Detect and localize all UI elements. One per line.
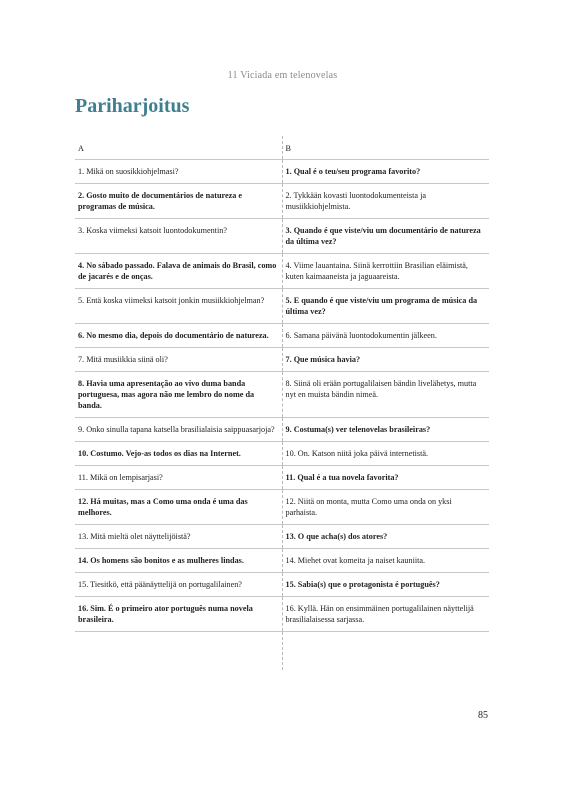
table-row xyxy=(75,597,489,632)
cell-a: 3. Koska viimeksi katsoit luontodokumentin? xyxy=(75,219,282,254)
cell-a: 2. Gosto muito de documentários de natureza e programas de música. xyxy=(75,184,282,219)
column-a-header: A xyxy=(75,136,282,160)
cell-b: 5. E quando é que viste/viu um programa de música da última vez? xyxy=(282,289,489,324)
table-row xyxy=(75,324,489,348)
cell-b: 9. Costuma(s) ver telenovelas brasileiras? xyxy=(282,418,489,442)
cell-b: 12. Niitä on monta, mutta Como uma onda on yksi parhaista. xyxy=(282,490,489,525)
table-spacer-row xyxy=(75,632,489,671)
cell-a: 11. Mikä on lempisarjasi? xyxy=(75,466,282,490)
cell-b: 11. Qual é a tua novela favorita? xyxy=(282,466,489,490)
table-row xyxy=(75,490,489,525)
table-row xyxy=(75,289,489,324)
table-header-row xyxy=(75,136,489,160)
cell-a: 6. No mesmo dia, depois do documentário de natureza. xyxy=(75,324,282,348)
cell-b: 8. Siinä oli erään portugalilaisen bändin livelähetys, mutta nyt en muista bändin nimeä. xyxy=(282,372,489,418)
cell-b: 16. Kyllä. Hän on ensimmäinen portugalilainen näyttelijä brasilialaisessa sarjassa. xyxy=(282,597,489,632)
spacer-cell xyxy=(282,632,489,671)
cell-b: 13. O que acha(s) dos atores? xyxy=(282,525,489,549)
table-row xyxy=(75,466,489,490)
table-row xyxy=(75,160,489,184)
cell-a: 15. Tiesitkö, että päänäyttelijä on portugalilainen? xyxy=(75,573,282,597)
page-number: 85 xyxy=(478,710,488,721)
cell-a: 9. Onko sinulla tapana katsella brasilialaisia saippuasarjoja? xyxy=(75,418,282,442)
cell-a: 8. Havia uma apresentação ao vivo duma banda portuguesa, mas agora não me lembro do nome da banda. xyxy=(75,372,282,418)
cell-b: 2. Tykkään kovasti luontodokumenteista ja musiikkiohjelmista. xyxy=(282,184,489,219)
cell-a: 12. Há muitas, mas a Como uma onda é uma das melhores. xyxy=(75,490,282,525)
table-row xyxy=(75,184,489,219)
cell-b: 3. Quando é que viste/viu um documentário de natureza da última vez? xyxy=(282,219,489,254)
cell-a: 5. Entä koska viimeksi katsoit jonkin musiikkiohjelman? xyxy=(75,289,282,324)
cell-a: 14. Os homens são bonitos e as mulheres lindas. xyxy=(75,549,282,573)
cell-b: 1. Qual é o teu/seu programa favorito? xyxy=(282,160,489,184)
cell-a: 1. Mikä on suosikkiohjelmasi? xyxy=(75,160,282,184)
table-row xyxy=(75,372,489,418)
cell-b: 14. Miehet ovat komeita ja naiset kauniita. xyxy=(282,549,489,573)
page-title: Pariharjoitus xyxy=(75,95,190,117)
table-row xyxy=(75,418,489,442)
spacer-cell xyxy=(75,632,282,671)
cell-a: 7. Mitä musiikkia siinä oli? xyxy=(75,348,282,372)
cell-b: 4. Viime lauantaina. Siinä kerrottiin Brasilian eläimistä, kuten kaimaaneista ja jaguaareista. xyxy=(282,254,489,289)
table-row xyxy=(75,254,489,289)
cell-b: 7. Que música havia? xyxy=(282,348,489,372)
table-row xyxy=(75,219,489,254)
column-b-header: B xyxy=(282,136,489,160)
cell-a: 10. Costumo. Vejo-as todos os dias na Internet. xyxy=(75,442,282,466)
cell-b: 6. Samana päivänä luontodokumentin jälkeen. xyxy=(282,324,489,348)
chapter-header: 11 Viciada em telenovelas xyxy=(227,70,338,81)
cell-b: 10. On. Katson niitä joka päivä internetistä. xyxy=(282,442,489,466)
exercise-table xyxy=(75,136,489,670)
table-row xyxy=(75,348,489,372)
table-row xyxy=(75,442,489,466)
cell-a: 13. Mitä mieltä olet näyttelijöistä? xyxy=(75,525,282,549)
cell-a: 16. Sim. É o primeiro ator português numa novela brasileira. xyxy=(75,597,282,632)
cell-b: 15. Sabia(s) que o protagonista é português? xyxy=(282,573,489,597)
table-row xyxy=(75,573,489,597)
cell-a: 4. No sábado passado. Falava de animais do Brasil, como de jacarés e de onças. xyxy=(75,254,282,289)
table-row xyxy=(75,549,489,573)
table-row xyxy=(75,525,489,549)
